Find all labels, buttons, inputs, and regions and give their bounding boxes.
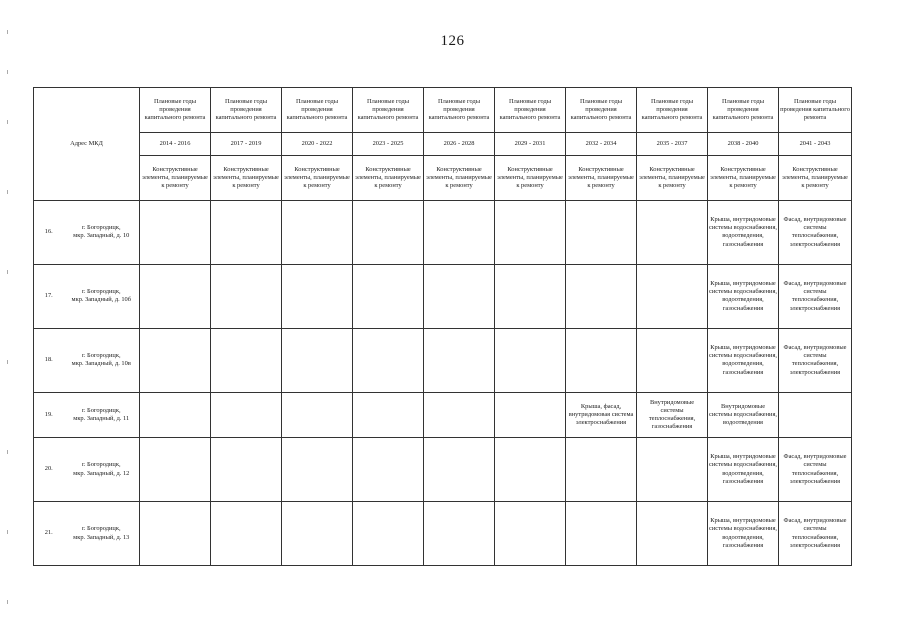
repair-elements-cell [140,502,211,566]
repair-elements-cell [282,264,353,328]
row-number: 17. [34,264,64,328]
repair-elements-cell [637,438,708,502]
repair-elements-cell [637,328,708,392]
repair-elements-cell [495,502,566,566]
period-header: 2038 - 2040 [708,133,779,156]
row-number: 16. [34,201,64,265]
repair-elements-cell [353,502,424,566]
table-row [34,264,852,328]
repair-elements-cell [140,392,211,437]
address-line: г. Богородицк, [81,352,121,360]
repair-elements-cell [637,201,708,265]
repair-elements-cell [495,201,566,265]
repair-elements-cell [637,264,708,328]
elements-header: Конструктивные элементы, планируемые к ремонту [282,156,353,201]
page-number: 126 [440,33,465,49]
repair-elements-cell [140,264,211,328]
repair-elements-cell [566,264,637,328]
address-header: Адрес МКД [34,88,140,201]
repair-elements-cell [211,264,282,328]
repair-elements-cell: Внутридомовые системы теплоснабжения, газоснабжения [637,392,708,437]
period-header: 2023 - 2025 [353,133,424,156]
plan-years-header: Плановые годы проведения капитального ремонта [424,88,495,133]
repair-elements-cell: Крыша, внутридомовые системы водоснабжения, водоотведения, газоснабжения [708,502,779,566]
repair-elements-cell [495,328,566,392]
elements-header: Конструктивные элементы, планируемые к ремонту [637,156,708,201]
repair-elements-cell [424,201,495,265]
repair-elements-cell [282,201,353,265]
repair-elements-cell [353,328,424,392]
repair-elements-cell: Фасад, внутридомовые системы теплоснабжения, электроснабжения [779,201,852,265]
address-cell [64,328,140,392]
table-row [34,438,852,502]
address-line: мкр. Западный, д. 13 [73,533,130,541]
repair-elements-cell [282,438,353,502]
address-line: мкр. Западный, д. 10в [71,360,131,368]
period-header: 2014 - 2016 [140,133,211,156]
address-line: мкр. Западный, д. 10 [73,232,130,240]
period-header: 2041 - 2043 [779,133,852,156]
repair-elements-cell [566,328,637,392]
repair-elements-cell [353,392,424,437]
repair-elements-cell [566,201,637,265]
plan-years-header: Плановые годы проведения капитального ремонта [637,88,708,133]
repair-elements-cell [566,438,637,502]
table-row [34,502,852,566]
plan-years-header: Плановые годы проведения капитального ремонта [353,88,424,133]
elements-header: Конструктивные элементы, планируемые к ремонту [140,156,211,201]
repair-elements-cell [424,392,495,437]
address-line: г. Богородицк, [81,461,121,469]
repair-elements-cell [282,328,353,392]
plan-years-header: Плановые годы проведения капитального ремонта [708,88,779,133]
plan-years-header: Плановые годы проведения капитального ремонта [495,88,566,133]
table-row [34,201,852,265]
row-number: 20. [34,438,64,502]
repair-elements-cell [779,392,852,437]
address-cell [64,201,140,265]
header-row-plan [34,88,852,133]
header-row-elements [34,156,852,201]
repair-elements-cell [140,201,211,265]
period-header: 2026 - 2028 [424,133,495,156]
elements-header: Конструктивные элементы, планируемые к ремонту [353,156,424,201]
repair-elements-cell [211,438,282,502]
plan-years-header: Плановые годы проведения капитального ремонта [211,88,282,133]
plan-years-header: Плановые годы проведения капитального ремонта [282,88,353,133]
repair-elements-cell [424,438,495,502]
plan-years-header: Плановые годы проведения капитального ремонта [566,88,637,133]
repair-elements-cell [424,264,495,328]
period-header: 2032 - 2034 [566,133,637,156]
address-cell [64,392,140,437]
repair-elements-cell [424,502,495,566]
header-row-periods [34,133,852,156]
elements-header: Конструктивные элементы, планируемые к ремонту [779,156,852,201]
elements-header: Конструктивные элементы, планируемые к ремонту [211,156,282,201]
repair-elements-cell: Фасад, внутридомовые системы теплоснабжения, электроснабжения [779,438,852,502]
row-number: 21. [34,502,64,566]
address-line: г. Богородицк, [81,525,121,533]
period-header: 2035 - 2037 [637,133,708,156]
elements-header: Конструктивные элементы, планируемые к ремонту [566,156,637,201]
repair-elements-cell: Фасад, внутридомовые системы теплоснабжения, электроснабжения [779,264,852,328]
address-line: г. Богородицк, [81,224,121,232]
repair-elements-cell [211,328,282,392]
repair-elements-cell: Фасад, внутридомовые системы теплоснабжения, электроснабжения [779,328,852,392]
table-row [34,328,852,392]
address-line: мкр. Западный, д. 11 [73,414,130,422]
repair-elements-cell [353,201,424,265]
repair-elements-cell [353,264,424,328]
repair-elements-cell: Крыша, внутридомовые системы водоснабжения, водоотведения, газоснабжения [708,201,779,265]
repair-elements-cell: Внутридомовые системы водоснабжения, водоотведения [708,392,779,437]
repair-elements-cell: Крыша, внутридомовые системы водоснабжения, водоотведения, газоснабжения [708,328,779,392]
row-number: 18. [34,328,64,392]
repair-elements-cell [211,201,282,265]
plan-years-header: Плановые годы проведения капитального ремонта [140,88,211,133]
period-header: 2017 - 2019 [211,133,282,156]
plan-years-header: Плановые годы проведения капитального ремонта [779,88,852,133]
table-row [34,392,852,437]
address-line: мкр. Западный, д. 10б [71,296,131,304]
address-cell [64,438,140,502]
repair-elements-cell [282,502,353,566]
address-cell [64,264,140,328]
repair-elements-cell [140,438,211,502]
repair-elements-cell [211,502,282,566]
repair-elements-cell: Крыша, фасад, внутридомовая система электроснабжения [566,392,637,437]
row-number: 19. [34,392,64,437]
repair-elements-cell [282,392,353,437]
repair-elements-cell [495,264,566,328]
repair-elements-cell [495,438,566,502]
address-line: мкр. Западный, д. 12 [73,469,130,477]
margin-marks [7,30,9,610]
address-line: г. Богородицк, [81,406,121,414]
repair-elements-cell [566,502,637,566]
capital-repair-plan-table [33,87,852,566]
elements-header: Конструктивные элементы, планируемые к ремонту [708,156,779,201]
repair-elements-cell [637,502,708,566]
repair-elements-cell [140,328,211,392]
repair-elements-cell [495,392,566,437]
repair-elements-cell [211,392,282,437]
repair-elements-cell: Крыша, внутридомовые системы водоснабжения, водоотведения, газоснабжения [708,438,779,502]
period-header: 2029 - 2031 [495,133,566,156]
elements-header: Конструктивные элементы, планируемые к ремонту [495,156,566,201]
repair-elements-cell: Фасад, внутридомовые системы теплоснабжения, электроснабжения [779,502,852,566]
repair-elements-cell [353,438,424,502]
address-line: г. Богородицк, [81,288,121,296]
address-cell [64,502,140,566]
elements-header: Конструктивные элементы, планируемые к ремонту [424,156,495,201]
repair-elements-cell [424,328,495,392]
repair-elements-cell: Крыша, внутридомовые системы водоснабжения, водоотведения, газоснабжения [708,264,779,328]
period-header: 2020 - 2022 [282,133,353,156]
